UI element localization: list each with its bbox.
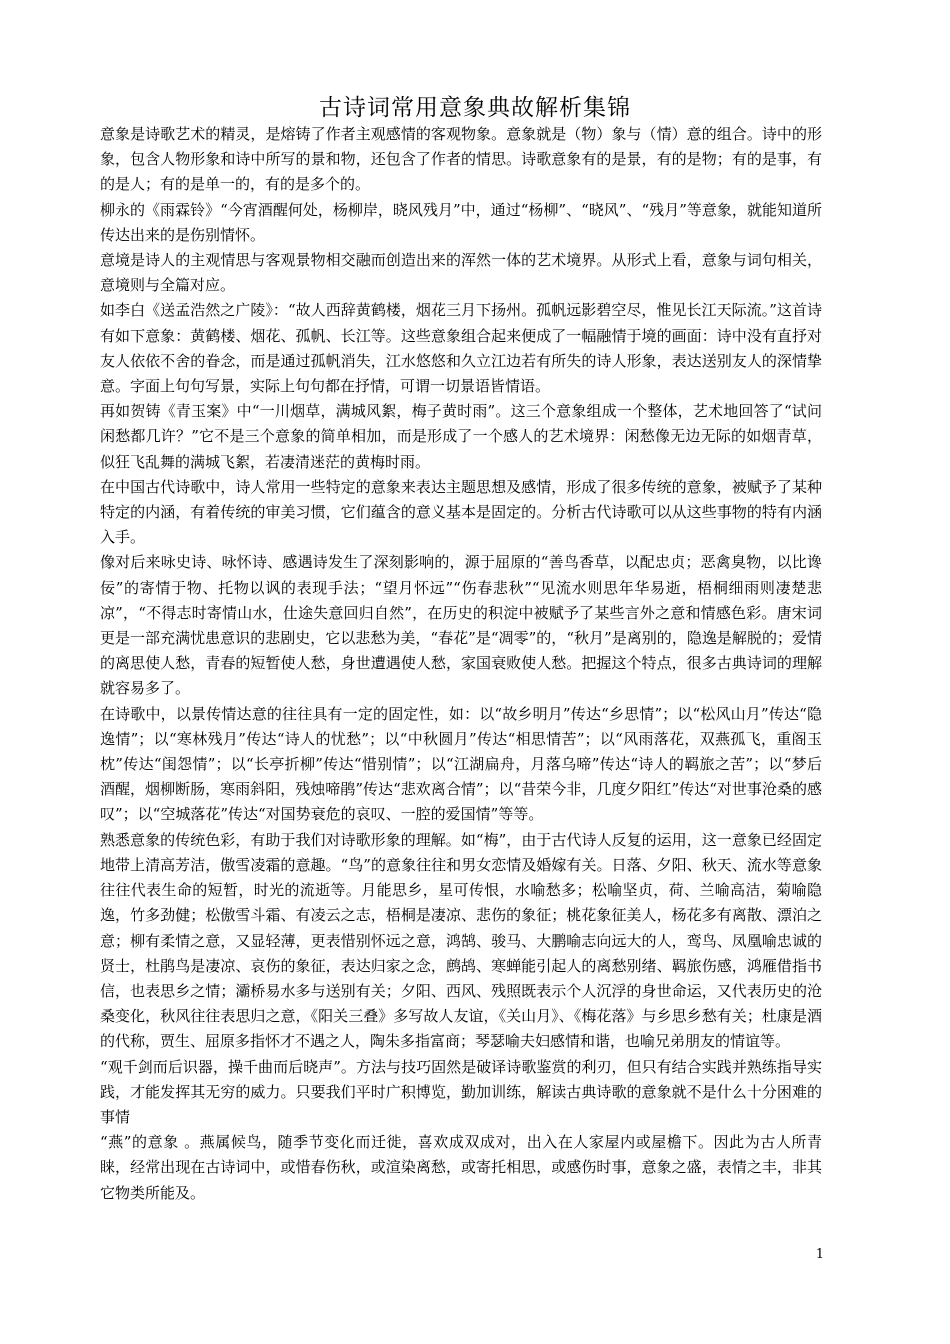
document-body (100, 122, 822, 1206)
document-title: 古诗词常用意象典故解析集锦 (319, 95, 631, 121)
paragraph-11: “燕”的意象 。燕属候鸟，随季节变化而迁徙，喜欢成双成对，出入在人家屋内或屋檐下。因此为古人所青睐，经常出现在古诗词中，或惜春伤秋，或渲染离愁，或寄托相思，或感伤时事，意象之盛，表情之丰，非其它物类所能及。 (100, 1133, 822, 1202)
paragraph-9: 熟悉意象的传统色彩，有助于我们对诗歌形象的理解。如“梅”，由于古代诗人反复的运用，这一意象已经固定地带上清高芳洁，傲雪凌霜的意趣。“鸟”的意象往往和男女恋情及婚嫁有关。日落、夕阳、秋天、流水等意象往往代表生命的短暂，时光的流逝等。月能思乡，星可传恨，水喻愁多；松喻坚贞，荷、兰喻高洁，菊喻隐逸，竹多劲健；松傲雪斗霜、有凌云之志，梧桐是凄凉、悲伤的象征；桃花象征美人，杨花多有离散、漂泊之意；柳有柔情之意，又显轻薄，更表惜别怀远之意，鸿鹄、骏马、大鹏喻志向远大的人，鸾鸟、凤凰喻忠诚的贤士，杜鹃鸟是凄凉、哀伤的象征，表达归家之念，鹧鸪、寒蝉能引起人的离愁别绪、羁旅伤感，鸿雁借指书信，也表思乡之情；灞桥易水多与送别有关；夕阳、西风、残照既表示个人沉浮的身世命运，又代表历史的沧桑变化，秋风往往表思归之意，《阳关三叠》多写故人友谊，《关山月》、《梅花落》与乡思乡愁有关；杜康是酒的代称，贾生、屈原多指怀才不遇之人，陶朱多指富商；琴瑟喻夫妇感情和谐，也喻兄弟朋友的情谊等。 (100, 830, 822, 1051)
paragraph-5: 再如贺铸《青玉案》中“一川烟草，满城风絮，梅子黄时雨”。这三个意象组成一个整体，艺术地回答了“试问闲愁都几许？”它不是三个意象的简单相加，而是形成了一个感人的艺术境界：闲愁像无边无际的如烟青草，似狂飞乱舞的满城飞絮，若凄清迷茫的黄梅时雨。 (100, 402, 822, 471)
paragraph-4: 如李白《送孟浩然之广陵》：“故人西辞黄鹤楼，烟花三月下扬州。孤帆远影碧空尽，惟见长江天际流。”这首诗有如下意象：黄鹤楼、烟花、孤帆、长江等。这些意象组合起来便成了一幅融情于境的画面：诗中没有直抒对友人依依不舍的眷念，而是通过孤帆消失，江水悠悠和久立江边若有所失的诗人形象，表达送别友人的深情挚意。字面上句句写景，实际上句句都在抒情，可谓一切景语皆情语。 (100, 301, 822, 396)
paragraph-8: 在诗歌中，以景传情达意的往往具有一定的固定性，如：以“故乡明月”传达“乡思情”；以“松风山月”传达“隐逸情”；以“寒林残月”传达“诗人的忧愁”；以“中秋圆月”传达“相思情苦”；以“风雨落花，双燕孤飞，重阁玉枕”传达“闺怨情”；以“长亭折柳”传达“惜别情”；以“江湖扁舟，月落乌啼”传达“诗人的羁旅之苦”；以“梦后酒醒，烟柳断肠，寒雨斜阳，残烛啼鹃”传达“悲欢离合情”；以“昔荣今非，几度夕阳红”传达“对世事沧桑的感叹”；以“空城落花”传达“对国势衰危的哀叹、一腔的爱国情”等等。 (100, 704, 822, 824)
paragraph-2: 柳永的《雨霖铃》“今宵酒醒何处，杨柳岸，晓风残月”中，通过“杨柳”、“晓风”、“残月”等意象，就能知道所传达出来的是伤别情怀。 (100, 200, 822, 244)
paragraph-3: 意境是诗人的主观情思与客观景物相交融而创造出来的浑然一体的艺术境界。从形式上看，意象与词句相关，意境则与全篇对应。 (100, 251, 822, 295)
paragraph-1: 意象是诗歌艺术的精灵，是熔铸了作者主观感情的客观物象。意象就是（物）象与（情）意的组合。诗中的形象，包含人物形象和诗中所写的景和物，还包含了作者的情思。诗歌意象有的是景，有的是物；有的是事，有的是人；有的是单一的，有的是多个的。 (100, 125, 822, 194)
paragraph-7: 像对后来咏史诗、咏怀诗、感遇诗发生了深刻影响的，源于屈原的“善鸟香草，以配忠贞；恶禽臭物，以比谗佞”的寄情于物、托物以讽的表现手法；“望月怀远”“伤春悲秋”“见流水则思年华易逝，梧桐细雨则凄楚悲凉”，“不得志时寄情山水，仕途失意回归自然”，在历史的积淀中被赋予了某些言外之意和情感色彩。唐宋词更是一部充满忧患意识的悲剧史，它以悲愁为美，“春花”是“凋零”的，“秋月”是离别的，隐逸是解脱的；爱情的离思使人愁，青春的短暂使人愁，身世遭遇使人愁，家国衰败使人愁。把握这个特点，很多古典诗词的理解就容易多了。 (100, 553, 822, 698)
paragraph-10: “观千剑而后识器，操千曲而后晓声”。方法与技巧固然是破译诗歌鉴赏的利刃，但只有结合实践并熟练指导实践，才能发挥其无穷的威力。只要我们平时广积博览，勤加训练，解读古典诗歌的意象就不是什么十分困难的事情 (100, 1057, 822, 1126)
page-number: 1 (815, 1247, 824, 1262)
paragraph-6: 在中国古代诗歌中，诗人常用一些特定的意象来表达主题思想及感情，形成了很多传统的意象，被赋予了某种特定的内涵，有着传统的审美习惯，它们蕴含的意义基本是固定的。分析古代诗歌可以从这些事物的特有内涵入手。 (100, 477, 822, 547)
